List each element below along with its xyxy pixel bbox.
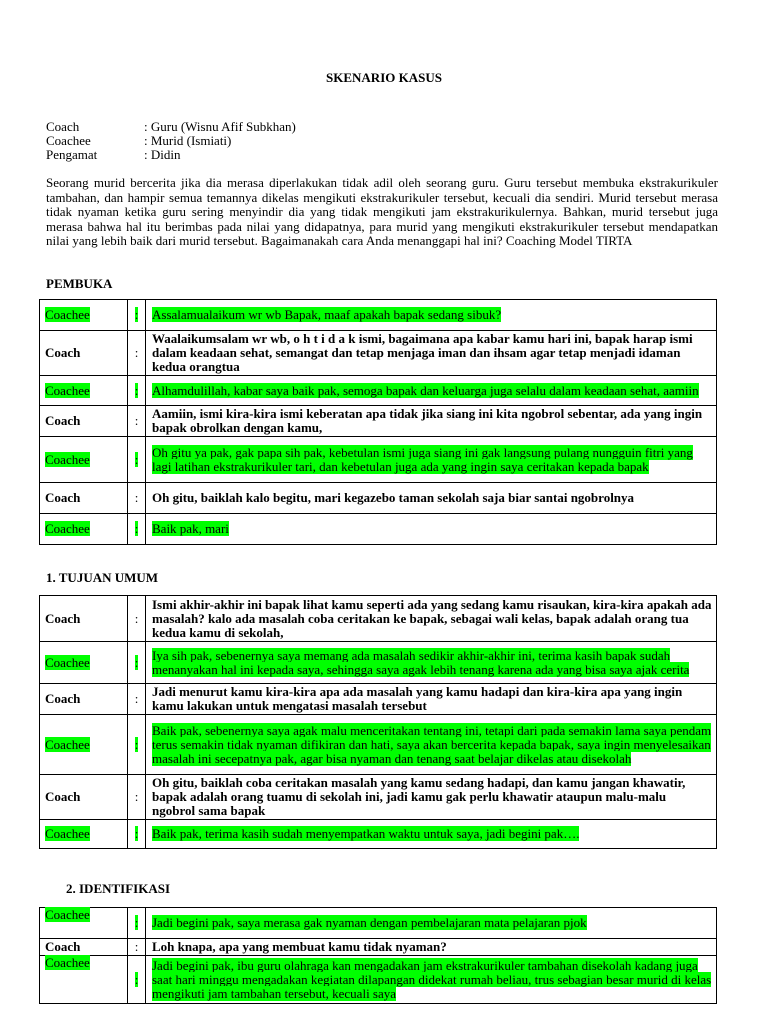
dialogue-table-identifikasi — [39, 907, 717, 1004]
colon-cell — [128, 939, 146, 956]
case-meta — [46, 120, 296, 162]
speaker-cell — [40, 956, 128, 1004]
speaker-cell — [40, 514, 128, 545]
coachee-utterance: Baik pak, sebenernya saya agak malu menceritakan tentang ini, tetapi dari pada semakin lama saya pendam terus semakin tidak nyaman difikiran dan hati, saya akan bercerita kepada bapak, saya ingin menyelesaikan masalah ini secepatnya pak, agar bisa nyaman dan tenang saat belajar dikelas atau disekolah — [152, 722, 712, 766]
colon-separator: : — [134, 413, 139, 428]
colon-cell — [128, 908, 146, 939]
utterance-cell — [146, 514, 717, 545]
dialogue-row — [40, 300, 717, 331]
colon-cell — [128, 642, 146, 684]
dialogue-row — [40, 820, 717, 849]
speaker-cell — [40, 483, 128, 514]
dialogue-row — [40, 642, 717, 684]
speaker-cell — [40, 437, 128, 483]
speaker-cell — [40, 939, 128, 956]
colon-separator: : — [134, 654, 139, 670]
meta-value: : Didin — [144, 147, 181, 162]
dialogue-row — [40, 684, 717, 715]
utterance-cell — [146, 642, 717, 684]
document-title: SKENARIO KASUS — [326, 70, 442, 85]
speaker-label: Coach — [45, 691, 81, 706]
speaker-cell — [40, 908, 128, 939]
coachee-utterance: Oh gitu ya pak, gak papa sih pak, kebetulan ismi juga siang ini gak langsung pulang nungguin fitri yang lagi latihan ekstrakurikuler tari, dan kebetulan juga ada yang ingin saya ceritakan kepada bapak — [152, 444, 693, 474]
speaker-label: Coachee — [45, 521, 90, 536]
colon-separator: : — [134, 451, 139, 467]
speaker-label: Coachee — [45, 907, 90, 922]
coach-utterance: Waalaikumsalam wr wb, o h t i d a k ismi, bagaimana apa kabar kamu hari ini, bapak harap ismi dalam keadaan sehat, semangat dan tetap menjaga iman dan ihsam agar tetap menjadi idaman kedua orangtua — [152, 331, 693, 374]
meta-row-observer — [46, 148, 296, 162]
utterance-cell — [146, 820, 717, 849]
colon-cell — [128, 300, 146, 331]
utterance-cell — [146, 715, 717, 775]
colon-cell — [128, 596, 146, 642]
colon-cell — [128, 775, 146, 820]
colon-separator: : — [134, 939, 139, 954]
speaker-label: Coachee — [45, 307, 90, 322]
speaker-cell — [40, 376, 128, 406]
meta-value: : Guru (Wisnu Afif Subkhan) — [144, 119, 296, 134]
coach-utterance: Aamiin, ismi kira-kira ismi keberatan apa tidak jika siang ini kita ngobrol sebentar, ada yang ingin bapak obrolkan dengan kamu, — [152, 406, 703, 435]
colon-cell — [128, 715, 146, 775]
dialogue-row — [40, 437, 717, 483]
speaker-label: Coachee — [45, 451, 90, 467]
coachee-utterance: Assalamualaikum wr wb Bapak, maaf apakah bapak sedang sibuk? — [152, 307, 502, 322]
utterance-cell — [146, 331, 717, 376]
speaker-label: Coachee — [45, 736, 90, 752]
meta-row-coach — [46, 120, 296, 134]
coach-utterance: Oh gitu, baiklah coba ceritakan masalah yang kamu sedang hadapi, dan kamu jangan khawatir, bapak adalah orang tuamu di sekolah ini, jadi kamu gak perlu khawatir ataupun malu-malu ngobrol sama bapak — [152, 775, 686, 818]
utterance-cell — [146, 956, 717, 1004]
colon-cell — [128, 956, 146, 1004]
speaker-cell — [40, 715, 128, 775]
utterance-cell — [146, 483, 717, 514]
utterance-cell — [146, 908, 717, 939]
dialogue-row — [40, 715, 717, 775]
meta-key: Coach — [46, 119, 80, 134]
colon-cell — [128, 376, 146, 406]
coachee-utterance: Jadi begini pak, saya merasa gak nyaman dengan pembelajaran mata pelajaran pjok — [152, 915, 587, 930]
dialogue-row — [40, 331, 717, 376]
coach-utterance: Loh knapa, apa yang membuat kamu tidak nyaman? — [152, 939, 447, 954]
colon-cell — [128, 684, 146, 715]
section-heading-pembuka: PEMBUKA — [46, 276, 113, 291]
dialogue-row — [40, 376, 717, 406]
speaker-cell — [40, 684, 128, 715]
speaker-label: Coachee — [45, 654, 90, 670]
speaker-label: Coach — [45, 490, 81, 505]
colon-cell — [128, 331, 146, 376]
speaker-cell — [40, 331, 128, 376]
coach-utterance: Oh gitu, baiklah kalo begitu, mari kegazebo taman sekolah saja biar santai ngobrolnya — [152, 490, 635, 505]
meta-key: Pengamat — [46, 147, 98, 162]
colon-separator: : — [134, 736, 139, 752]
utterance-cell — [146, 376, 717, 406]
meta-key: Coachee — [46, 133, 91, 148]
dialogue-row — [40, 775, 717, 820]
colon-separator: : — [134, 789, 139, 804]
colon-separator: : — [134, 490, 139, 505]
colon-separator: : — [134, 307, 139, 322]
utterance-cell — [146, 300, 717, 331]
utterance-cell — [146, 437, 717, 483]
dialogue-row — [40, 514, 717, 545]
dialogue-row — [40, 908, 717, 939]
colon-cell — [128, 514, 146, 545]
colon-separator: : — [134, 691, 139, 706]
speaker-cell — [40, 775, 128, 820]
colon-separator: : — [134, 345, 139, 360]
dialogue-row — [40, 939, 717, 956]
dialogue-table-pembuka — [39, 299, 717, 545]
coach-utterance: Jadi menurut kamu kira-kira apa ada masalah yang kamu hadapi dan kira-kira apa yang ingin kamu lakukan untuk mengatasi masalah tersebut — [152, 684, 683, 713]
speaker-cell — [40, 596, 128, 642]
utterance-cell — [146, 596, 717, 642]
section-heading-identifikasi: 2. IDENTIFIKASI — [66, 881, 171, 896]
dialogue-table-tujuan-umum — [39, 595, 717, 849]
colon-separator: : — [134, 521, 139, 536]
dialogue-row — [40, 956, 717, 1004]
utterance-cell — [146, 684, 717, 715]
speaker-label: Coach — [45, 345, 81, 360]
speaker-label: Coachee — [45, 826, 90, 841]
speaker-cell — [40, 406, 128, 437]
speaker-label: Coach — [45, 939, 81, 954]
section-heading-tujuan-umum: 1. TUJUAN UMUM — [46, 570, 159, 585]
coach-utterance: Ismi akhir-akhir ini bapak lihat kamu seperti ada yang sedang kamu risaukan, kira-kira apakah ada masalah? kalo ada masalah coba ceritakan ke bapak, sebagai wali kelas, bapak adalah orang tua kedua kamu di sekolah, — [152, 596, 712, 640]
coachee-utterance: Iya sih pak, sebenernya saya memang ada masalah sedikir akhir-akhir ini, terima kasih bapak sudah menanyakan hal ini kepada saya, sehingga saya agak lebih tenang karena ada yang bisa saya ajak cerita — [152, 647, 690, 677]
meta-value: : Murid (Ismiati) — [144, 133, 232, 148]
speaker-cell — [40, 300, 128, 331]
colon-cell — [128, 406, 146, 437]
colon-separator: : — [134, 382, 139, 398]
colon-cell — [128, 820, 146, 849]
speaker-cell — [40, 820, 128, 849]
coachee-utterance: Baik pak, terima kasih sudah menyempatkan waktu untuk saya, jadi begini pak…. — [152, 826, 580, 841]
colon-separator: : — [134, 971, 139, 987]
meta-row-coachee — [46, 134, 296, 148]
utterance-cell — [146, 939, 717, 956]
speaker-label: Coach — [45, 789, 81, 804]
colon-cell — [128, 437, 146, 483]
case-description: Seorang murid bercerita jika dia merasa diperlakukan tidak adil oleh seorang guru. Guru tersebut membuka ekstrakurikuler tambahan, dan hampir semua temannya dikelas mengikuti ekstrakurikuler tersebut, kecuali dia sendiri. Murid tersebut merasa tidak nyaman ketika guru sering menyindir dia yang tidak mengikuti jam ekstrakurikulernya. Bahkan, murid tersebut juga merasa bahwa hal itu berimbas pada nilai yang didapatnya, para murid yang mengikuti ekstrakurikuler tersebut mendapatkan nilai yang lebih baik dari murid tersebut. Bagaimanakah cara Anda menanggapi hal ini? Coaching Model TIRTA — [46, 175, 718, 248]
speaker-label: Coach — [45, 413, 81, 428]
utterance-cell — [146, 775, 717, 820]
dialogue-row — [40, 596, 717, 642]
coachee-utterance: Alhamdulillah, kabar saya baik pak, semoga bapak dan keluarga juga selalu dalam keadaan sehat, aamiin — [152, 382, 699, 398]
colon-cell — [128, 483, 146, 514]
colon-separator: : — [134, 915, 139, 930]
coachee-utterance: Baik pak, mari — [152, 521, 229, 536]
colon-separator: : — [134, 826, 139, 841]
coachee-utterance: Jadi begini pak, ibu guru olahraga kan mengadakan jam ekstrakurikuler tambahan disekolah kadang juga saat hari minggu mengadakan kegiatan dilapangan didekat rumah beliau, trus sebagian besar murid di kelas mengikuti jam tambahan tersebut, kecuali saya — [152, 957, 712, 1001]
speaker-label: Coachee — [45, 955, 90, 970]
colon-separator: : — [134, 610, 139, 626]
utterance-cell — [146, 406, 717, 437]
speaker-cell — [40, 642, 128, 684]
dialogue-row — [40, 483, 717, 514]
speaker-label: Coach — [45, 610, 81, 626]
dialogue-row — [40, 406, 717, 437]
speaker-label: Coachee — [45, 382, 90, 398]
